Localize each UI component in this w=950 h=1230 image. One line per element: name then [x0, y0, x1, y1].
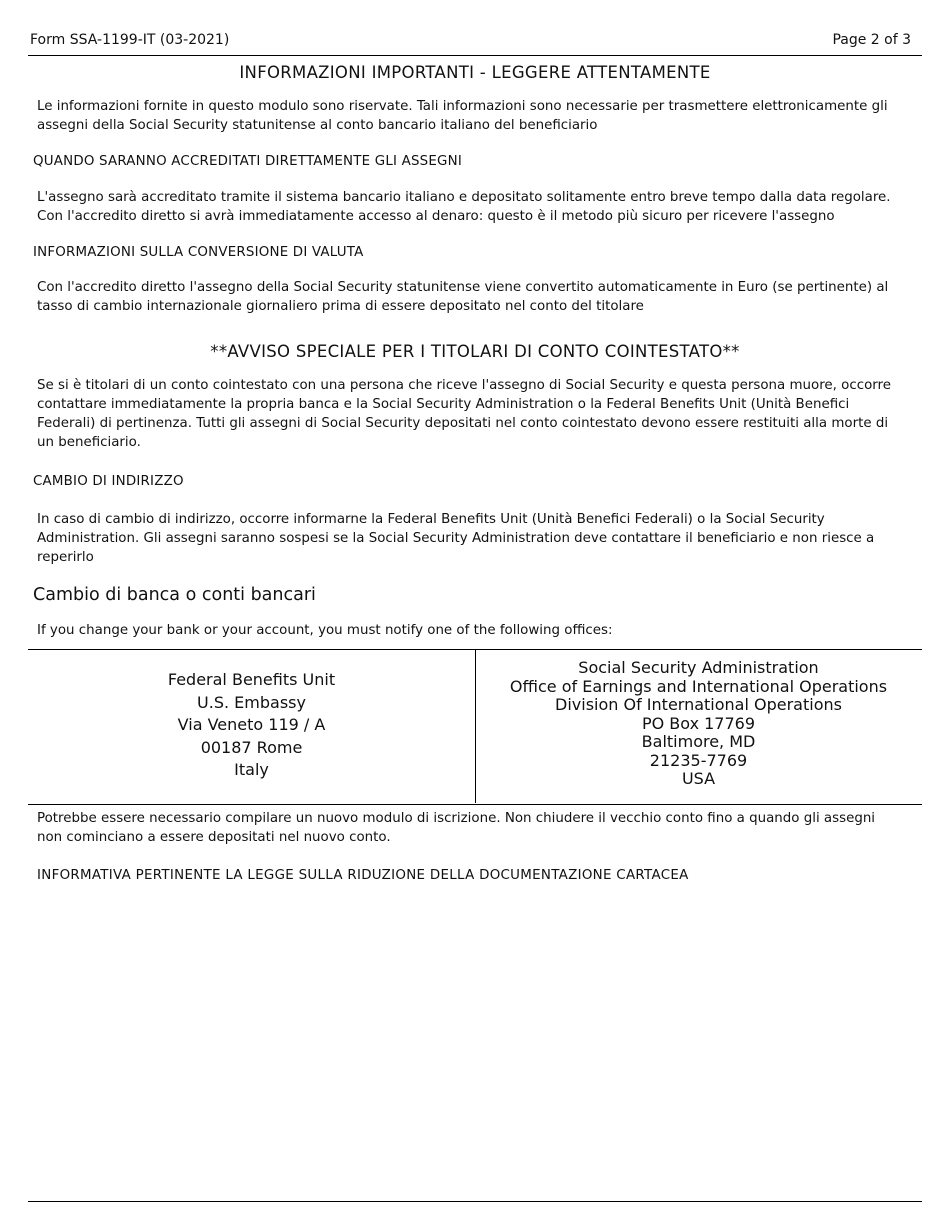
valuta-line: tasso di cambio internazionale giornaliero prima di essere depositato nel conto del titolare: [37, 299, 644, 314]
address-line: 21235-7769: [649, 750, 748, 770]
address-line: 00187 Rome: [200, 737, 303, 757]
address-line: PO Box 17769: [641, 713, 756, 733]
address-line: Baltimore, MD: [641, 732, 756, 751]
address-line: Via Veneto 119 / A: [177, 715, 326, 734]
indirizzo-line: In caso di cambio di indirizzo, occorre informarne la Federal Benefits Unit (Unità Benefici Federali) o la Social Security: [37, 512, 825, 527]
special-notice-line: contattare immediatamente la propria banca e la Social Security Administration o la Federal Benefits Unit (Unità Benefici: [37, 397, 850, 412]
federal-benefits-unit-address: [28, 669, 475, 782]
page-number: Page 2 of 3: [832, 32, 911, 48]
special-notice-line: Se si è titolari di un conto cointestato con una persona che riceve l'assegno di Social Security e questa persona muore, occorre: [37, 378, 891, 393]
banca-intro: If you change your bank or your account, you must notify one of the following offices:: [37, 623, 613, 638]
accredito-heading: QUANDO SARANNO ACCREDITATI DIRETTAMENTE GLI ASSEGNI: [33, 154, 462, 169]
address-line: Federal Benefits Unit: [167, 670, 336, 689]
valuta-heading: INFORMAZIONI SULLA CONVERSIONE DI VALUTA: [33, 245, 364, 260]
intro-paragraph: [37, 97, 917, 135]
note-line: Potrebbe essere necessario compilare un nuovo modulo di iscrizione. Non chiudere il vecchio conto fino a quando gli assegni: [37, 811, 876, 826]
footer-divider: [28, 1201, 922, 1202]
accredito-paragraph: [37, 188, 917, 226]
header-divider: [28, 55, 922, 56]
intro-line: Le informazioni fornite in questo modulo sono riservate. Tali informazioni sono necessarie per trasmettere elettronicamente gli: [37, 99, 888, 114]
paperwork-heading: INFORMATIVA PERTINENTE LA LEGGE SULLA RIDUZIONE DELLA DOCUMENTAZIONE CARTACEA: [37, 868, 689, 883]
accredito-line: Con l'accredito diretto si avrà immediatamente accesso al denaro: questo è il metodo più sicuro per ricevere l'assegno: [37, 209, 835, 224]
indirizzo-paragraph: [37, 510, 917, 567]
valuta-paragraph: [37, 278, 917, 316]
note-line: non cominciano a essere depositati nel nuovo conto.: [37, 830, 391, 845]
accredito-line: L'assegno sarà accreditato tramite il sistema bancario italiano e depositato solitamente entro breve tempo dalla data regolare.: [37, 190, 891, 205]
valuta-line: Con l'accredito diretto l'assegno della Social Security statunitense viene convertito automaticamente in Euro (se pertinente) al: [37, 280, 889, 295]
address-line: USA: [681, 769, 716, 788]
special-notice-title: **AVVISO SPECIALE PER I TITOLARI DI CONTO COINTESTATO**: [210, 342, 740, 361]
address-line: U.S. Embassy: [197, 692, 306, 712]
indirizzo-line: reperirlo: [37, 550, 94, 565]
address-line: Social Security Administration: [578, 658, 819, 677]
special-notice-line: Federali) di pertinenza. Tutti gli assegni di Social Security depositati nel conto cointestato devono essere restituiti alla morte di: [37, 416, 889, 431]
banca-heading: Cambio di banca o conti bancari: [33, 585, 316, 605]
page-title: INFORMAZIONI IMPORTANTI - LEGGERE ATTENTAMENTE: [239, 63, 711, 82]
indirizzo-heading: CAMBIO DI INDIRIZZO: [33, 474, 184, 489]
address-line: Italy: [234, 760, 269, 779]
new-account-note: [37, 809, 917, 847]
indirizzo-line: Administration. Gli assegni saranno sospesi se la Social Security Administration deve contattare il beneficiario e non riesce a: [37, 531, 875, 546]
ssa-address: [475, 659, 922, 789]
intro-line: assegni della Social Security statunitense al conto bancario italiano del beneficiario: [37, 118, 598, 133]
address-line: Division Of International Operations: [555, 695, 842, 714]
special-notice-line: un beneficiario.: [37, 435, 141, 450]
form-id: Form SSA-1199-IT (03-2021): [30, 32, 230, 48]
address-line: Office of Earnings and International Operations: [509, 676, 888, 696]
special-notice-paragraph: [37, 376, 917, 452]
